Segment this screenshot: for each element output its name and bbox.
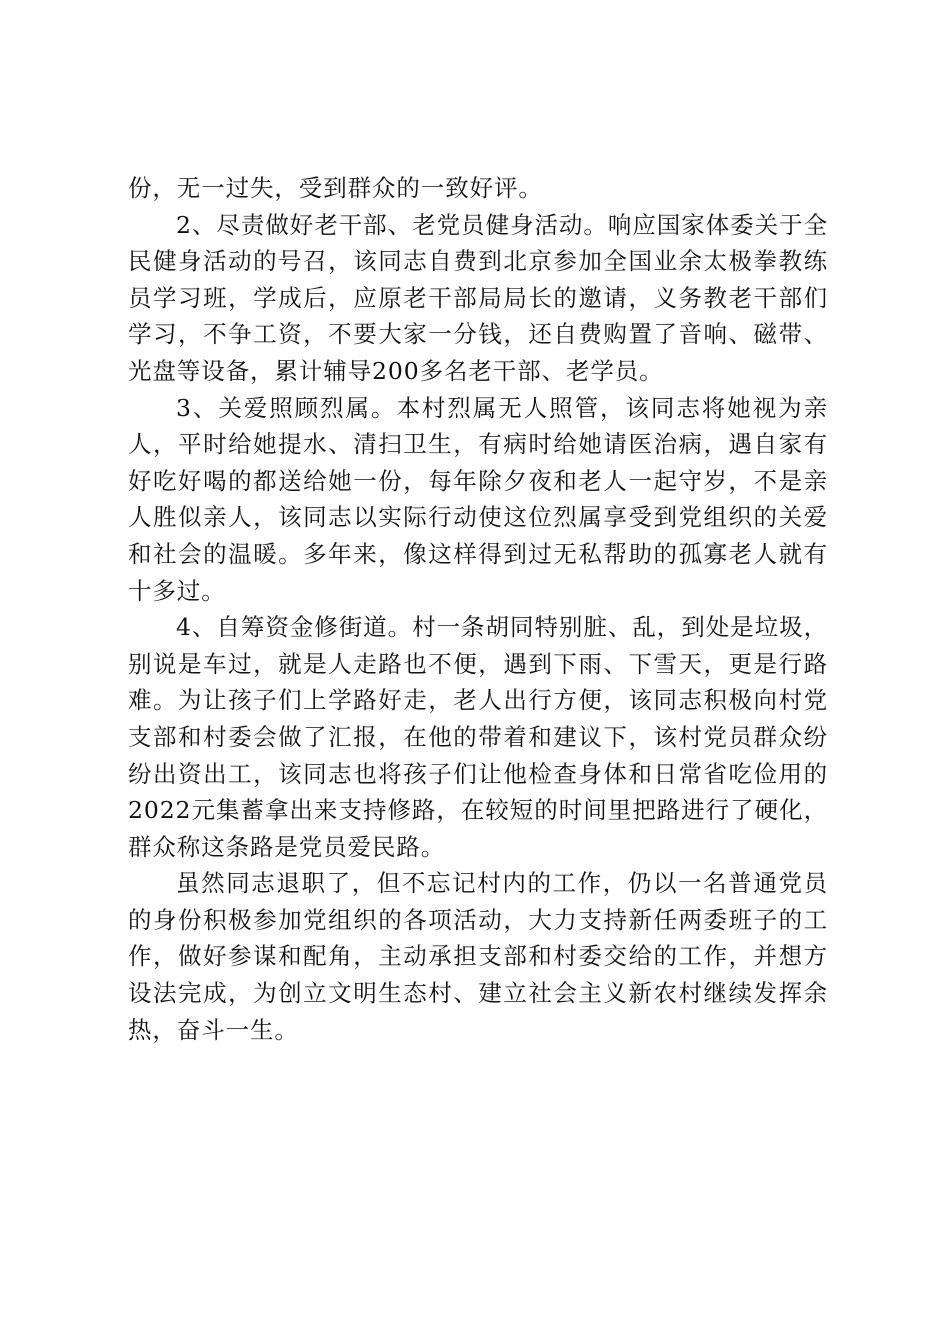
- document-body: [128, 170, 828, 1048]
- paragraph-item-3: 3、关爱照顾烈属。本村烈属无人照管，该同志将她视为亲人，平时给她提水、清扫卫生，有病时给她请医治病，遇自家有好吃好喝的都送给她一份，每年除夕夜和老人一起守岁，不是亲人胜似亲人，该同志以实际行动使这位烈属享受到党组织的关爱和社会的温暖。多年来，像这样得到过无私帮助的孤寡老人就有十多过。: [128, 393, 828, 605]
- paragraph-item-2: 2、尽责做好老干部、老党员健身活动。响应国家体委关于全民健身活动的号召，该同志自费到北京参加全国业余太极拳教练员学习班，学成后，应原老干部局局长的邀请，义务教老干部们学习，不争工资，不要大家一分钱，还自费购置了音响、磁带、光盘等设备，累计辅导200多名老干部、老学员。: [128, 210, 828, 385]
- paragraph-continuation: 份，无一过失，受到群众的一致好评。: [128, 174, 543, 202]
- paragraph-item-4: 4、自筹资金修街道。村一条胡同特别脏、乱，到处是垃圾，别说是车过，就是人走路也不便，遇到下雨、下雪天，更是行路难。为让孩子们上学路好走，老人出行方便，该同志积极向村党支部和村委会做了汇报，在他的带着和建议下，该村党员群众纷纷出资出工，该同志也将孩子们让他检查身体和日常省吃俭用的2022元集蓄拿出来支持修路，在较短的时间里把路进行了硬化，群众称这条路是党员爱民路。: [128, 613, 828, 861]
- paragraph-conclusion: 虽然同志退职了，但不忘记村内的工作，仍以一名普通党员的身份积极参加党组织的各项活动，大力支持新任两委班子的工作，做好参谋和配角，主动承担支部和村委交给的工作，并想方设法完成，为创立文明生态村、建立社会主义新农村继续发挥余热，奋斗一生。: [128, 869, 828, 1044]
